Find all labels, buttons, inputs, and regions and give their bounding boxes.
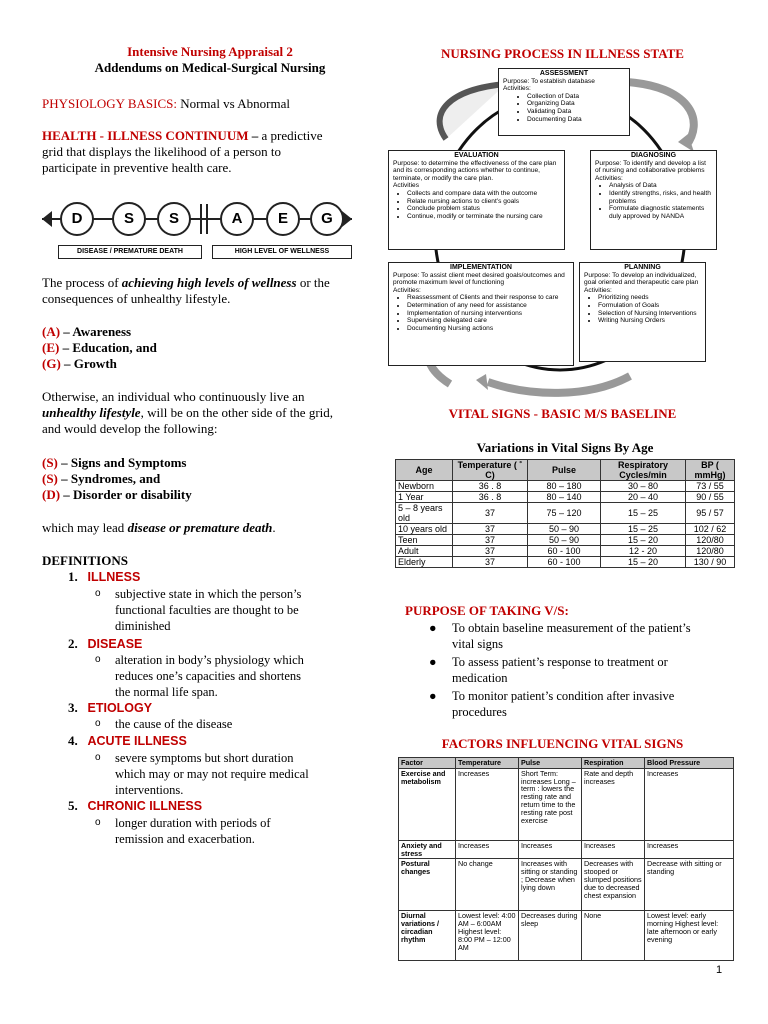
nursing-process-heading: NURSING PROCESS IN ILLNESS STATE: [441, 46, 684, 61]
list-item: • Implementation of nursing interventions: [407, 310, 569, 318]
continuum-letter-e: E: [266, 202, 300, 236]
table-row: Anxiety and stress Increases Increases Increases Increases: [399, 840, 734, 859]
col-temperature: Temperature ( ˚ C): [453, 460, 528, 481]
list-item: • Writing Nursing Orders: [598, 317, 701, 325]
list-item: (S) – Signs and Symptoms: [42, 455, 187, 470]
definition-4: 4. ACUTE ILLNESS: [68, 733, 187, 748]
list-item: • Formulation of Goals: [598, 302, 701, 310]
planning-box: PLANNING Purpose: To develop an individualized, goal oriented and therapeutic care plan Activities: • Prioritizing needs • Formulation of Goals • Selection of Nursing Interventions • Writing Nursing Orders: [579, 262, 706, 362]
continuum-letter-s2: S: [157, 202, 191, 236]
list-item: • Supervising delegated care: [407, 317, 569, 325]
table-header-row: Factor Temperature Pulse Respiration Blood Pressure: [399, 758, 734, 769]
list-item: (E) – Education, and: [42, 340, 157, 355]
ssd-list: [42, 455, 192, 503]
definition-5-text: o longer duration with periods of remission and exacerbation.: [95, 816, 271, 846]
aeg-list: [42, 324, 157, 372]
definition-1-text: o subjective state in which the person’s functional faculties are thought to be diminished: [95, 587, 302, 633]
list-item: • Selection of Nursing Interventions: [598, 310, 701, 318]
vital-signs-table: [395, 459, 735, 568]
table-row: Exercise and metabolism Increases Short Term: increases Long – term : lowers the resting rate and return time to the resting rate post exercise Rate and depth increases Increases: [399, 768, 734, 840]
wellness-label: HIGH LEVEL OF WELLNESS: [212, 245, 352, 259]
list-item: (G) – Growth: [42, 356, 117, 371]
list-item: • Continue, modify or terminate the nursing care: [407, 213, 560, 221]
table-row: Adult 37 60 - 100 12 - 20 120/80: [396, 546, 735, 557]
purpose-item-1: ● To obtain baseline measurement of the patient’s vital signs: [429, 621, 691, 651]
vital-signs-heading: VITAL SIGNS - BASIC M/S BASELINE: [448, 406, 677, 421]
physiology-text: Normal vs Abnormal: [180, 96, 290, 111]
list-item: • Prioritizing needs: [598, 294, 701, 302]
definition-3: 3. ETIOLOGY: [68, 700, 153, 715]
table-row: Teen 37 50 – 90 15 – 20 120/80: [396, 535, 735, 546]
list-item: • Formulate diagnostic statements duly approved by NANDA: [609, 205, 712, 220]
assessment-box: ASSESSMENT Purpose: To establish database Activities: • Collection of Data • Organizing Data • Validating Data • Documenting Data: [498, 68, 630, 136]
list-item: • Organizing Data: [527, 100, 625, 108]
col-age: Age: [396, 460, 453, 481]
table-row: Diurnal variations / circadian rhythm Lowest level: 4:00 AM – 6:00AM Highest level: 8:00 PM – 12:00 AM Decreases during sleep None Lowest level: early morning Highest level: late afternoon or early evening: [399, 911, 734, 961]
health-illness-continuum-diagram: [42, 202, 352, 262]
continuum-separator: [200, 204, 202, 234]
page-number: 1: [716, 964, 723, 976]
list-item: • Conclude problem status: [407, 205, 560, 213]
continuum-heading: HEALTH - ILLNESS CONTINUUM: [42, 128, 249, 143]
implementation-box: IMPLEMENTATION Purpose: To assist client meet desired goals/outcomes and promote maximum level of functioning Activities: • Reassessment of Clients and their response to care • Determination of any need for assistance • Implementation of nursing interventions • Supervising delegated care • Documenting Nursing actions: [388, 262, 574, 366]
col-bp: BP ( mmHg): [686, 460, 735, 481]
purpose-item-3: ● To monitor patient’s condition after invasive procedures: [429, 689, 675, 719]
list-item: • Collection of Data: [527, 93, 625, 101]
left-arrow-icon: [42, 211, 52, 227]
physiology-heading: PHYSIOLOGY BASICS:: [42, 96, 177, 111]
list-item: • Determination of any need for assistance: [407, 302, 569, 310]
list-item: • Analysis of Data: [609, 182, 712, 190]
definition-2-text: o alteration in body’s physiology which reduces one’s capacities and shortens the normal life span.: [95, 653, 304, 699]
table-row: Postural changes No change Increases with sitting or standing ; Decrease when lying down Decreases with stooped or slumped positions due to decreased chest expansion Decrease with sitting or standing: [399, 859, 734, 911]
list-item: • Collects and compare data with the outcome: [407, 190, 560, 198]
list-item: • Identify strengths, risks, and health problems: [609, 190, 712, 205]
table-row: Elderly 37 60 - 100 15 – 20 130 / 90: [396, 557, 735, 568]
table-row: 10 years old 37 50 – 90 15 – 25 102 / 62: [396, 524, 735, 535]
continuum-letter-g: G: [310, 202, 344, 236]
vital-signs-table-title: Variations in Vital Signs By Age: [476, 440, 654, 455]
process-paragraph: The process of achieving high levels of wellness or the consequences of unhealthy lifestyle.: [42, 275, 330, 306]
definitions-heading: DEFINITIONS: [42, 553, 128, 568]
factors-heading: FACTORS INFLUENCING VITAL SIGNS: [441, 736, 684, 751]
disease-label: DISEASE / PREMATURE DEATH: [58, 245, 202, 259]
definition-3-text: o the cause of the disease: [95, 717, 233, 731]
col-respiratory: Respiratory Cycles/min: [601, 460, 686, 481]
definition-1: 1. ILLNESS: [68, 569, 141, 584]
list-item: (S) – Syndromes, and: [42, 471, 161, 486]
list-item: (D) – Disorder or disability: [42, 487, 192, 502]
table-row: 5 – 8 years old 37 75 – 120 15 – 25 95 / 57: [396, 503, 735, 524]
otherwise-paragraph: Otherwise, an individual who continuously live an unhealthy lifestyle, will be on the other side of the grid, and would develop the following:: [42, 389, 334, 436]
continuum-letter-a: A: [220, 202, 254, 236]
lead-sentence: which may lead disease or premature death.: [42, 520, 276, 535]
purpose-item-2: ● To assess patient’s response to treatment or medication: [429, 655, 668, 685]
table-row: Newborn 36 . 8 80 – 180 30 – 80 73 / 55: [396, 481, 735, 492]
table-row: 1 Year 36 . 8 80 – 140 20 – 40 90 / 55: [396, 492, 735, 503]
diagnosing-box: DIAGNOSING Purpose: To identify and develop a list of nursing and collaborative problems Activities: • Analysis of Data • Identify strengths, risks, and health problems • Formulate diagnostic statements duly approved by NANDA: [590, 150, 717, 250]
list-item: • Validating Data: [527, 108, 625, 116]
document-title: Intensive Nursing Appraisal 2: [127, 44, 293, 59]
physiology-basics: [42, 96, 290, 112]
definition-4-text: o severe symptoms but short duration which may or may not require medical interventions.: [95, 751, 309, 797]
table-header-row: [396, 460, 735, 481]
document-subtitle: Addendums on Medical-Surgical Nursing: [94, 60, 326, 75]
continuum-letter-d: D: [60, 202, 94, 236]
factors-table: [398, 757, 734, 961]
continuum-letter-s1: S: [112, 202, 146, 236]
definition-2: 2. DISEASE: [68, 636, 143, 651]
list-item: • Relate nursing actions to client’s goals: [407, 198, 560, 206]
continuum-paragraph: HEALTH - ILLNESS CONTINUUM – a predictive grid that displays the likelihood of a person to participate in preventive health care.: [42, 128, 323, 175]
col-pulse: Pulse: [528, 460, 601, 481]
list-item: • Reassessment of Clients and their response to care: [407, 294, 569, 302]
purpose-heading: PURPOSE OF TAKING V/S:: [405, 603, 569, 618]
list-item: (A) – Awareness: [42, 324, 132, 339]
evaluation-box: EVALUATION Purpose: to determine the effectiveness of the care plan and its corresponding actions whether to continue, terminate, or modify the care plan. Activities • Collects and compare data with the outcome • Relate nursing actions to client’s goals • Conclude problem status • Continue, modify or terminate the nursing care: [388, 150, 565, 250]
list-item: • Documenting Data: [527, 116, 625, 124]
list-item: • Documenting Nursing actions: [407, 325, 569, 333]
definition-5: 5. CHRONIC ILLNESS: [68, 798, 203, 813]
nursing-process-diagram: [388, 64, 733, 400]
